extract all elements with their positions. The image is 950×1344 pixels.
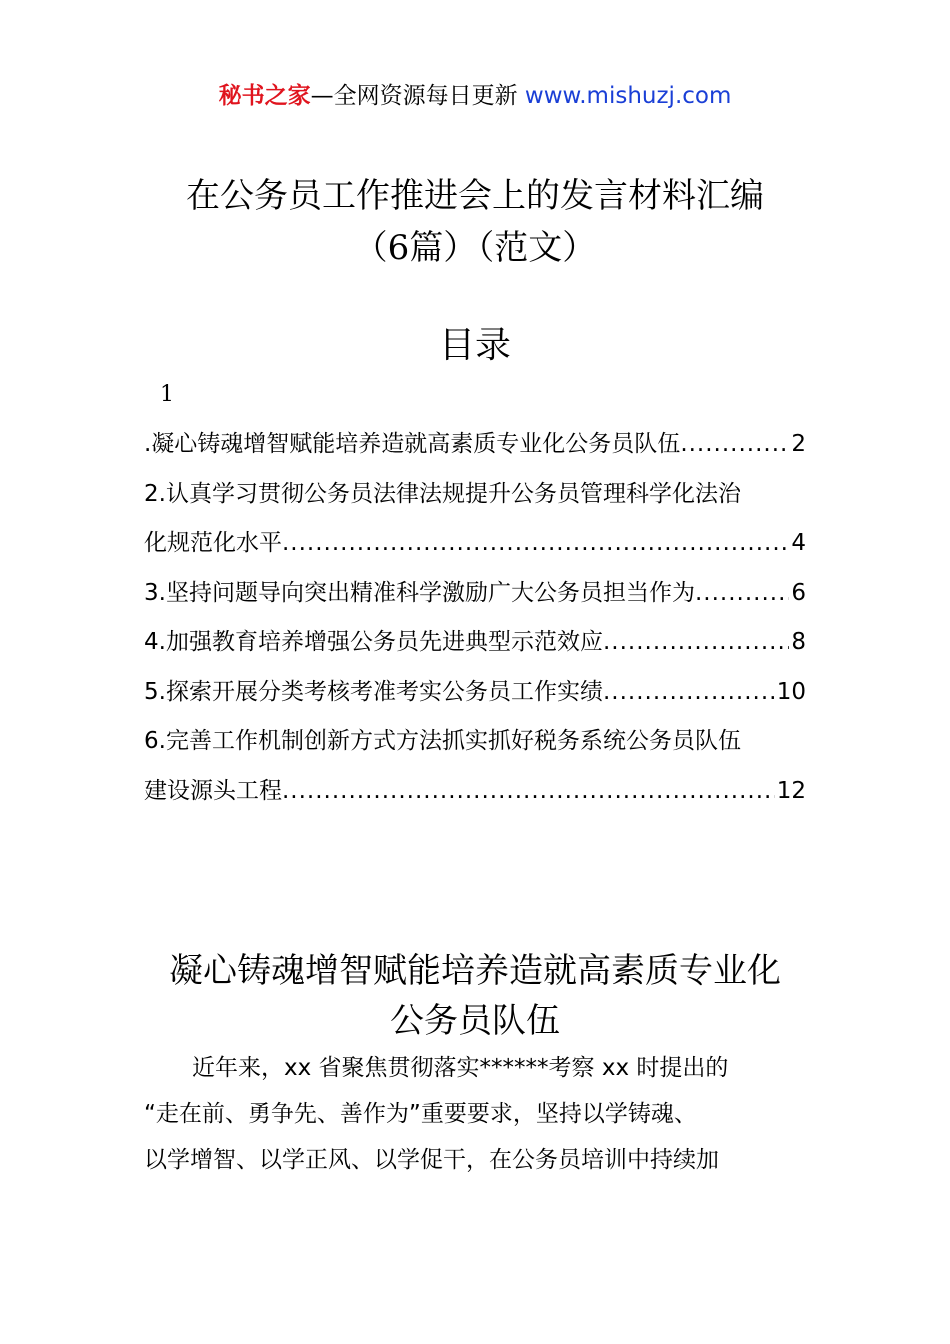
site-url[interactable]: www.mishuzj.com — [524, 83, 732, 109]
toc-entry-label: .凝心铸魂增智赋能培养造就高素质专业化公务员队伍 — [144, 431, 681, 457]
toc-entry-label: 4.加强教育培养增强公务员先进典型示范效应 — [144, 629, 603, 655]
title-line-2: （6篇）（范文） — [353, 228, 597, 268]
toc-entry-page: 2 — [791, 431, 806, 457]
paragraph-line: “走在前、勇争先、善作为”重要要求，坚持以学铸魂、 — [144, 1101, 697, 1127]
section-heading-line-2: 公务员队伍 — [390, 1001, 560, 1041]
document-title — [0, 170, 950, 274]
toc-entry-label: 5.探索开展分类考核考准考实公务员工作实绩 — [144, 678, 603, 705]
section-heading — [0, 946, 950, 1046]
brand-name: 秘书之家 — [218, 83, 311, 109]
toc-entry-label: 建设源头工程 — [144, 777, 282, 804]
toc-entry-1[interactable] — [144, 420, 806, 470]
toc-entry-page: 4 — [791, 530, 806, 556]
toc-entry-2-line-1[interactable]: 2.认真学习贯彻公务员法律法规提升公务员管理科学化法治 — [144, 480, 741, 507]
site-header — [0, 80, 950, 112]
toc-entry-6[interactable] — [144, 767, 806, 817]
toc-entry-2[interactable] — [144, 519, 806, 569]
toc-entry-4[interactable] — [144, 618, 806, 668]
toc-entry-label: 3.坚持问题导向突出精准科学激励广大公务员担当作为 — [144, 579, 695, 606]
paragraph-line: 近年来，xx 省聚焦贯彻落实******考察 xx 时提出的 — [192, 1055, 729, 1081]
toc-entry-page: 10 — [776, 678, 806, 705]
section-heading-line-1: 凝心铸魂增智赋能培养造就高素质专业化 — [169, 951, 781, 991]
toc-entry-label: 化规范化水平 — [144, 530, 282, 556]
title-line-1: 在公务员工作推进会上的发言材料汇编 — [186, 176, 764, 216]
toc-entry-page: 12 — [776, 777, 806, 804]
section-paragraph — [144, 1045, 808, 1183]
paragraph-line: 以学增智、以学正风、以学促干，在公务员培训中持续加 — [144, 1147, 719, 1173]
toc-entry-5[interactable] — [144, 668, 806, 718]
toc-entry-3[interactable] — [144, 569, 806, 619]
toc-entry-page: 8 — [791, 629, 806, 655]
toc-leader-dots — [695, 569, 789, 619]
toc-heading: 目录 — [438, 325, 511, 366]
toc-entry-page: 6 — [791, 579, 806, 606]
header-tagline: —全网资源每日更新 — [310, 83, 525, 109]
toc-leader-dots — [282, 519, 789, 569]
toc-leader-dots — [282, 767, 775, 817]
toc-leader-dots — [603, 668, 775, 718]
toc-leader-dots — [680, 420, 789, 470]
toc-entry-6-line-1[interactable]: 6.完善工作机制创新方式方法抓实抓好税务系统公务员队伍 — [144, 728, 741, 754]
table-of-contents — [144, 420, 806, 816]
toc-leader-dots — [603, 618, 789, 668]
toc-stray-number: 1 — [160, 382, 174, 407]
